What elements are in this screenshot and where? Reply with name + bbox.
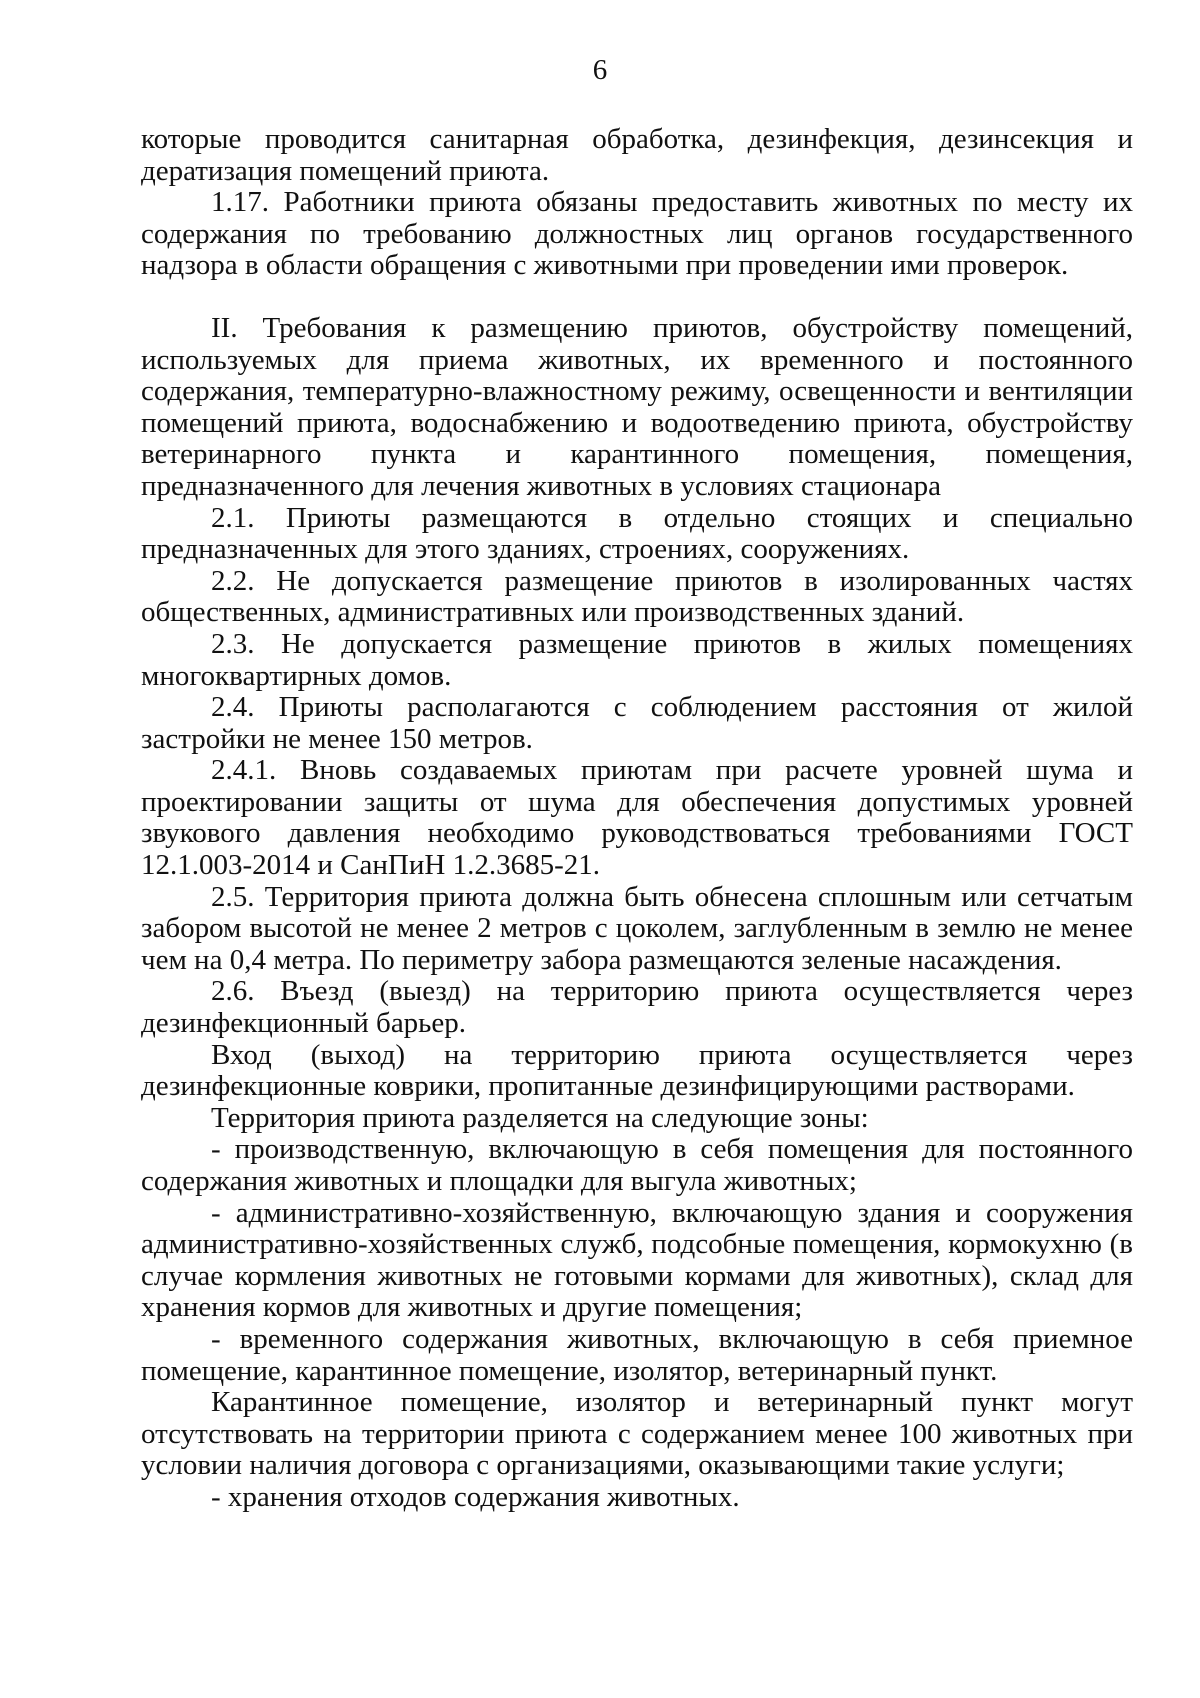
paragraph-2-1: 2.1. Приюты размещаются в отдельно стоящих и специально предназначенных для этого зданиях, строениях, сооружениях. — [141, 501, 1133, 566]
list-item-production-zone: - производственную, включающую в себя помещения для постоянного содержания животных и площадки для выгула животных; — [141, 1133, 1133, 1197]
paragraph-2-4-1: 2.4.1. Вновь создаваемых приютам при расчете уровней шума и проектировании защиты от шума для обеспечения допустимых уровней звукового давления необходимо руководствоваться требованиями ГОСТ 12.1.003-2014 и СанПиН 1.2.3685-21. — [141, 754, 1133, 882]
list-item-temporary-zone: - временного содержания животных, включающую в себя приемное помещение, карантинное помещение, изолятор, ветеринарный пункт. — [141, 1322, 1133, 1387]
paragraph-2-4: 2.4. Приюты располагаются с соблюдением расстояния от жилой застройки не менее 150 метров. — [141, 691, 1133, 755]
paragraph-continuation: которые проводится санитарная обработка, дезинфекция, дезинсекция и дератизация помещений приюта. — [141, 123, 1133, 187]
page-number: 6 — [592, 54, 608, 86]
document-body — [141, 124, 1133, 1514]
section-heading-ii: II. Требования к размещению приютов, обустройству помещений, используемых для приема животных, их временного и постоянного содержания, температурно-влажностному режиму, освещенности и вентиляции помещений приюта, водоснабжению и водоотведению приюта, обустройству ветеринарного пункта и карантинного помещения, помещения, предназначенного для лечения животных в условиях стационара — [141, 311, 1133, 502]
list-item-administrative-zone: - административно-хозяйственную, включающую здания и сооружения административно-хозяйственных служб, подсобные помещения, кормокухню (в случае кормления животных не готовыми кормами для животных), склад для хранения кормов для животных и другие помещения; — [141, 1196, 1133, 1324]
paragraph-2-2: 2.2. Не допускается размещение приютов в изолированных частях общественных, административных или производственных зданий. — [141, 564, 1133, 629]
paragraph-zones-intro: Территория приюта разделяется на следующие зоны: — [211, 1101, 869, 1134]
paragraph-1-17: 1.17. Работники приюта обязаны предоставить животных по месту их содержания по требованию должностных лиц органов государственного надзора в области обращения с животными при проведении ими проверок. — [141, 186, 1133, 282]
paragraph-entry-exit: Вход (выход) на территорию приюта осуществляется через дезинфекционные коврики, пропитанные дезинфицирующими растворами. — [141, 1038, 1133, 1103]
paragraph-2-5: 2.5. Территория приюта должна быть обнесена сплошным или сетчатым забором высотой не менее 2 метров с цоколем, заглубленным в землю не менее чем на 0,4 метра. По периметру забора размещаются зеленые насаждения. — [141, 880, 1133, 976]
paragraph-2-6: 2.6. Въезд (выезд) на территорию приюта осуществляется через дезинфекционный барьер. — [141, 975, 1133, 1040]
list-item-waste-zone: - хранения отходов содержания животных. — [211, 1480, 740, 1513]
paragraph-quarantine-note: Карантинное помещение, изолятор и ветеринарный пункт могут отсутствовать на территории приюта с содержанием менее 100 животных при условии наличия договора с организациями, оказывающими такие услуги; — [141, 1386, 1133, 1482]
paragraph-2-3: 2.3. Не допускается размещение приютов в жилых помещениях многоквартирных домов. — [141, 627, 1133, 692]
